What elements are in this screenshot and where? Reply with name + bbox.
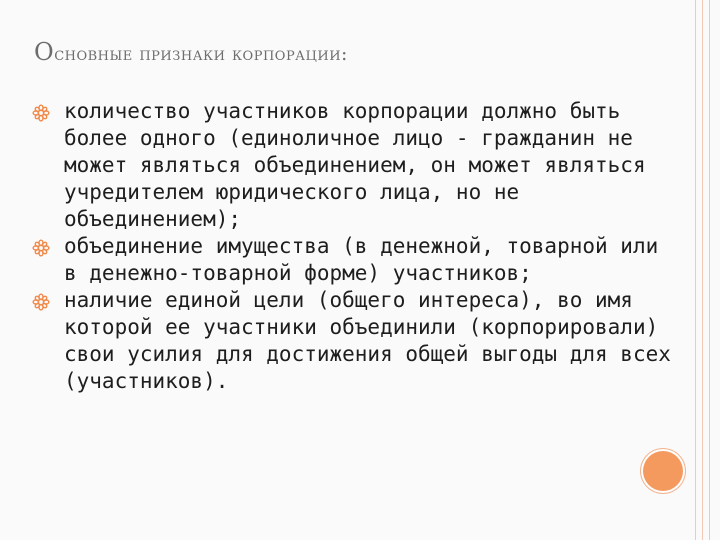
- frame-line: [709, 0, 710, 540]
- sun-flower-icon: [32, 293, 50, 311]
- bullet-text: количество участников корпорации должно быть более одного (единоличное лицо - гражданин не может являться объединением, он может являться учредителем юридического лица, но не объединением);: [64, 99, 646, 231]
- decorative-orange-circle: [641, 449, 685, 493]
- frame-line: [702, 0, 703, 540]
- bullet-list: [30, 98, 680, 395]
- sun-flower-icon: [32, 104, 50, 122]
- bullet-item-3: [30, 287, 680, 395]
- bullet-text: наличие единой цели (общего интереса), во имя которой ее участники объединили (корпорировали) свои усилия для достижения общей выгоды для всех (участников).: [64, 288, 671, 393]
- bullet-item-1: [30, 98, 680, 233]
- slide-title: Основные признаки корпорации:: [34, 38, 348, 66]
- decorative-frame-lines: [695, 0, 711, 540]
- bullet-text: объединение имущества (в денежной, товарной или в денежно-товарной форме) участников;: [64, 234, 659, 285]
- sun-flower-icon: [32, 239, 50, 257]
- frame-line: [695, 0, 696, 540]
- bullet-item-2: [30, 233, 680, 287]
